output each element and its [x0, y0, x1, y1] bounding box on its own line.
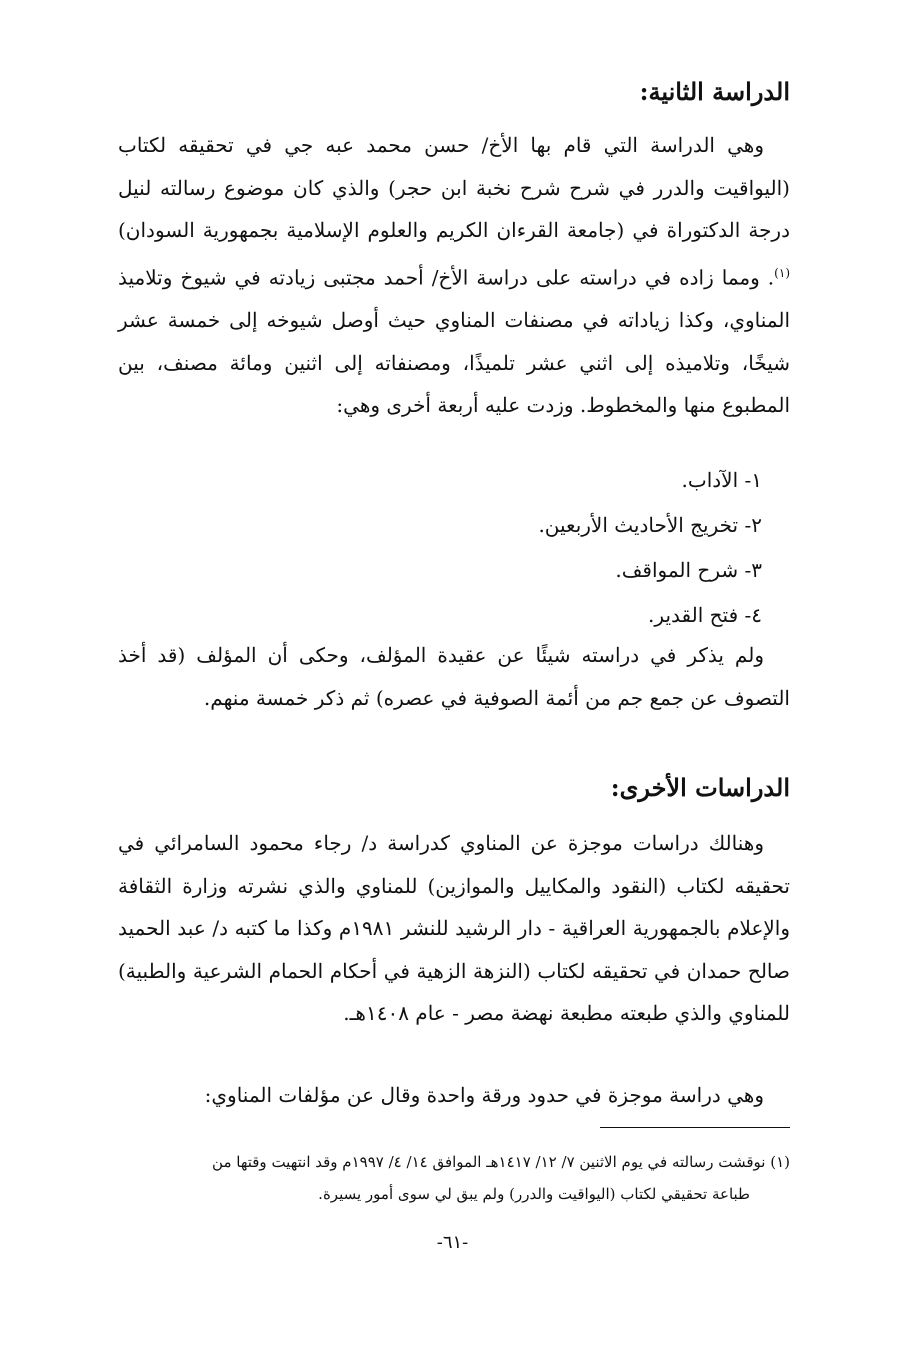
page-number: -٦١-: [436, 1232, 469, 1253]
paragraph-second-study-continued: . ومما زاده في دراسته على دراسة الأخ/ أحمد مجتبى زيادته في شيوخ وتلاميذ المناوي، وكذا زياداته في مصنفات المناوي حيث أوصل شيوخه إلى خمسة عشر شيخًا، وتلاميذه إلى اثني عشر تلميذًا، ومصنفاته إلى اثنين ومائة مصنف، بين المطبوع منها والمخطوط. وزدت عليه أربعة أخرى وهي:: [118, 265, 790, 418]
section-heading-second-study: الدراسة الثانية:: [639, 77, 790, 106]
paragraph-brief-study: وهي دراسة موجزة في حدود ورقة واحدة وقال عن مؤلفات المناوي:: [204, 1083, 764, 1107]
paragraph-doctrine: ولم يذكر في دراسته شيئًا عن عقيدة المؤلف، وحكى أن المؤلف (قد أخذ التصوف عن جمع جم من أئمة الصوفية في عصره) ثم ذكر خمسة منهم.: [118, 643, 790, 710]
list-item: ٤- فتح القدير.: [648, 603, 762, 627]
works-list: [118, 458, 790, 638]
list-item: ١- الآداب.: [681, 468, 762, 492]
list-item: ٣- شرح المواقف.: [615, 558, 762, 582]
paragraph-second-study: [118, 124, 790, 427]
list-item: ٢- تخريج الأحاديث الأربعين.: [538, 513, 762, 537]
section-heading-other-studies: الدراسات الأخرى:: [610, 773, 790, 802]
paragraph-second-study-text: وهي الدراسة التي قام بها الأخ/ حسن محمد عبه جي في تحقيقه لكتاب (اليواقيت والدرر في شرح شرح نخبة ابن حجر) والذي كان موضوع رسالته لنيل درجة الدكتوراة في (جامعة القرءان الكريم والعلوم الإسلامية بجمهورية السودان): [118, 133, 790, 243]
footnote-line: (١) نوقشت رسالته في يوم الاثنين ٧/ ١٢/ ١٤١٧هـ الموافق ١٤/ ٤/ ١٩٩٧م وقد انتهيت وقتها من: [212, 1153, 790, 1171]
footnote: [118, 1146, 790, 1210]
footnote-separator: [600, 1127, 790, 1128]
footnote-line: طباعة تحقيقي لكتاب (اليواقيت والدرر) ولم يبق لي سوى أمور يسيرة.: [318, 1185, 750, 1203]
footnote-reference: (١): [774, 265, 790, 280]
paragraph-other-studies: وهنالك دراسات موجزة عن المناوي كدراسة د/ رجاء محمود السامرائي في تحقيقه لكتاب (النقود والمكاييل والموازين) للمناوي والذي نشرته وزارة الثقافة والإعلام بالجمهورية العراقية - دار الرشيد للنشر ١٩٨١م وكذا ما كتبه د/ عبد الحميد صالح حمدان في تحقيقه لكتاب (النزهة الزهية في أحكام الحمام الشرعية والطبية) للمناوي والذي طبعته مطبعة نهضة مصر - عام ١٤٠٨هـ.: [118, 831, 790, 1026]
